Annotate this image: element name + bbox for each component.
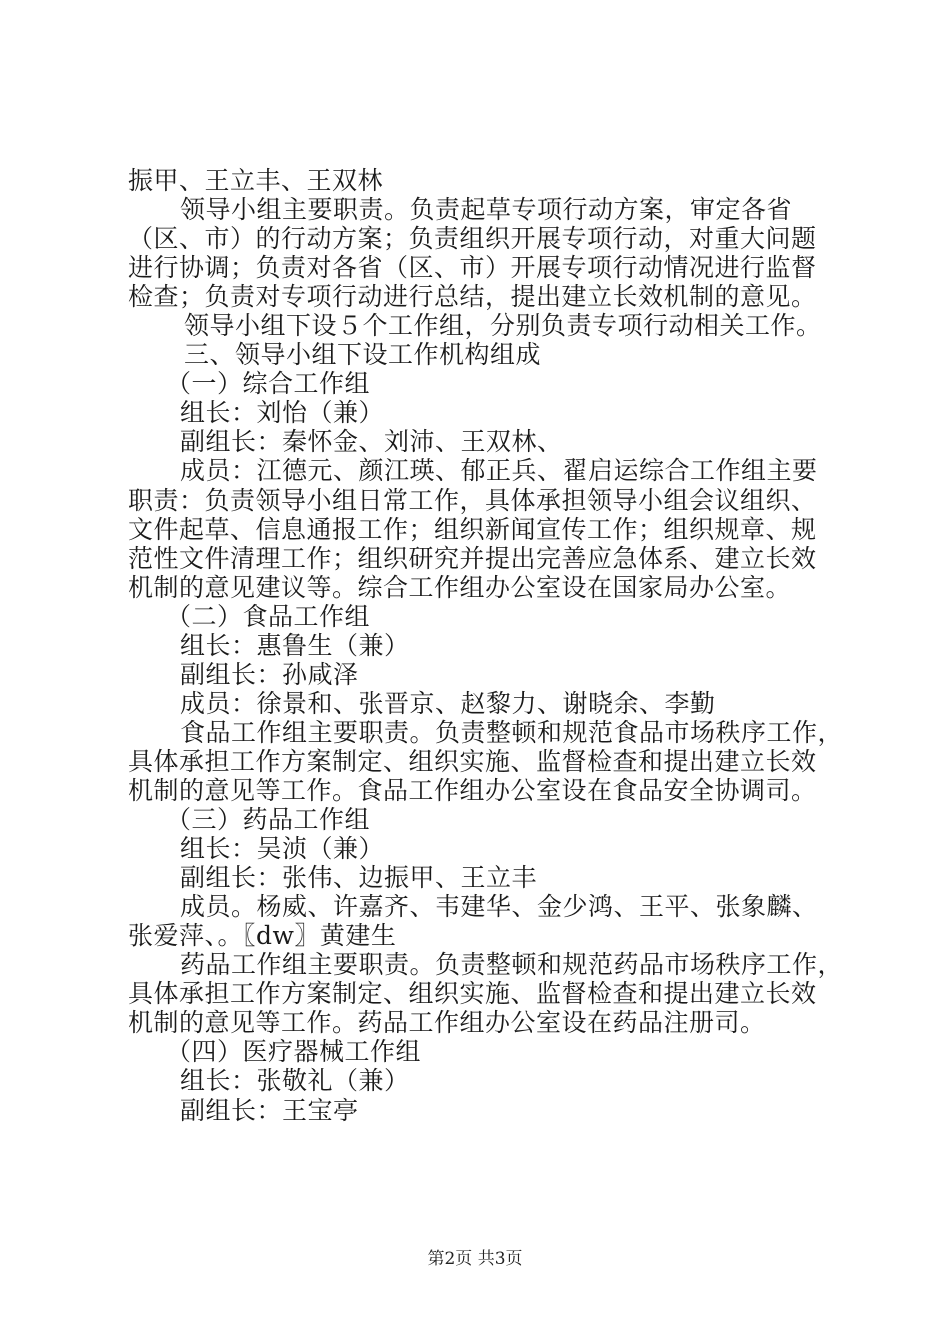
text-line: 文件起草、信息通报工作；组织新闻宣传工作；组织规章、规 bbox=[128, 514, 817, 544]
section-heading: 三、领导小组下设工作机构组成 bbox=[184, 340, 542, 370]
text-line: 成员：徐景和、张晋京、赵黎力、谢晓余、李勤 bbox=[180, 688, 716, 718]
subsection-heading: （四）医疗器械工作组 bbox=[166, 1037, 422, 1067]
text-line: 副组长：秦怀金、刘沛、王双林、 bbox=[180, 427, 563, 457]
subsection-heading: （三）药品工作组 bbox=[166, 805, 371, 835]
page-footer: 第2页 共3页 bbox=[427, 1249, 523, 1269]
text-line: 机制的意见建议等。综合工作组办公室设在国家局办公室。 bbox=[128, 572, 792, 602]
text-line: 职责：负责领导小组日常工作，具体承担领导小组会议组织、 bbox=[128, 485, 817, 515]
text-line: 副组长：张伟、边振甲、王立丰 bbox=[180, 863, 538, 893]
text-line: 具体承担工作方案制定、组织实施、监督检查和提出建立长效 bbox=[128, 979, 817, 1009]
text-line: 组长：张敬礼（兼） bbox=[180, 1066, 410, 1096]
text-line: 领导小组下设５个工作组，分别负责专项行动相关工作。 bbox=[184, 311, 822, 341]
text-line: 成员：江德元、颜江瑛、郁正兵、翟启运综合工作组主要 bbox=[180, 456, 818, 486]
text-line: （区、市）的行动方案；负责组织开展专项行动，对重大问题 bbox=[128, 224, 817, 254]
text-line: 成员。杨威、许嘉齐、韦建华、金少鸿、王平、张象麟、 bbox=[180, 892, 818, 922]
text-line: 组长：刘怡（兼） bbox=[180, 398, 385, 428]
text-line: 振甲、王立丰、王双林 bbox=[128, 166, 384, 195]
text-line: 药品工作组主要职责。负责整顿和规范药品市场秩序工作， bbox=[180, 950, 844, 980]
text-line: 进行协调；负责对各省（区、市）开展专项行动情况进行监督 bbox=[128, 253, 817, 283]
text-line: 机制的意见等工作。食品工作组办公室设在食品安全协调司。 bbox=[128, 775, 817, 805]
text-line: 检查；负责对专项行动进行总结，提出建立长效机制的意见。 bbox=[128, 282, 817, 312]
text-line: 副组长：孙咸泽 bbox=[180, 659, 359, 689]
document-body bbox=[128, 166, 844, 1125]
text-line: 机制的意见等工作。药品工作组办公室设在药品注册司。 bbox=[128, 1008, 766, 1038]
text-line: 副组长：王宝亭 bbox=[180, 1095, 359, 1125]
text-line: 组长：吴浈（兼） bbox=[180, 834, 385, 864]
text-line: 具体承担工作方案制定、组织实施、监督检查和提出建立长效 bbox=[128, 746, 817, 776]
text-line: 范性文件清理工作；组织研究并提出完善应急体系、建立长效 bbox=[128, 543, 817, 573]
text-line: 组长：惠鲁生（兼） bbox=[180, 630, 410, 660]
text-line: 领导小组主要职责。负责起草专项行动方案，审定各省 bbox=[180, 195, 793, 225]
subsection-heading: （二）食品工作组 bbox=[166, 601, 371, 631]
subsection-heading: （一）综合工作组 bbox=[166, 369, 371, 399]
text-line: 食品工作组主要职责。负责整顿和规范食品市场秩序工作， bbox=[180, 717, 844, 747]
text-line: 张爱萍、。〖dw〗黄建生 bbox=[128, 921, 397, 951]
